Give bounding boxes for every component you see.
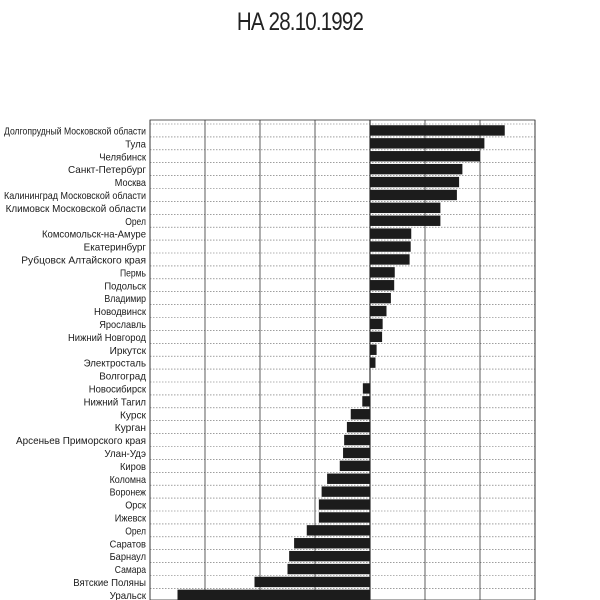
bar bbox=[370, 293, 391, 303]
category-label: Вятские Поляны bbox=[73, 576, 146, 589]
bars-group bbox=[178, 125, 505, 600]
category-label: Калининград Московской области bbox=[4, 189, 147, 202]
category-label: Барнаул bbox=[109, 551, 146, 564]
category-label: Коломна bbox=[109, 473, 147, 486]
category-label: Уральск bbox=[109, 589, 147, 600]
category-label: Москва bbox=[114, 177, 147, 190]
category-label: Пермь bbox=[120, 267, 147, 280]
bar bbox=[370, 306, 387, 316]
category-label: Нижний Тагил bbox=[83, 396, 146, 409]
category-label: Санкт-Петербург bbox=[68, 164, 147, 177]
chart-title: НА 28.10.1992 bbox=[236, 8, 364, 36]
category-label: Долгопрудный Московской области bbox=[4, 125, 147, 138]
bar bbox=[319, 512, 370, 522]
bar bbox=[363, 383, 370, 393]
category-label: Ярославль bbox=[99, 318, 147, 331]
bar bbox=[370, 345, 377, 355]
category-label: Комсомольск-на-Амуре bbox=[42, 228, 147, 241]
category-label: Новодвинск bbox=[94, 306, 147, 319]
bar bbox=[319, 499, 370, 509]
category-label: Орел bbox=[125, 525, 146, 538]
bar bbox=[351, 409, 370, 419]
category-label: Саратов bbox=[109, 538, 147, 551]
category-label: Челябинск bbox=[99, 151, 147, 164]
category-label: Тула bbox=[125, 138, 147, 151]
category-label: Иркутск bbox=[109, 344, 147, 357]
category-label: Владимир bbox=[104, 293, 147, 306]
category-label: Ижевск bbox=[114, 512, 147, 525]
bar bbox=[288, 564, 371, 574]
bar bbox=[370, 177, 459, 187]
bar bbox=[289, 551, 370, 561]
category-label: Нижний Новгород bbox=[68, 331, 146, 344]
bar bbox=[343, 448, 370, 458]
category-label: Орск bbox=[125, 499, 147, 512]
bar bbox=[322, 486, 370, 496]
category-label: Курган bbox=[114, 422, 147, 435]
bar bbox=[370, 125, 505, 135]
bar bbox=[370, 332, 382, 342]
bar bbox=[370, 151, 480, 161]
bar bbox=[370, 357, 376, 367]
bar bbox=[370, 164, 462, 174]
bar bbox=[255, 577, 371, 587]
category-label: Рубцовск Алтайского края bbox=[21, 254, 147, 267]
bar bbox=[370, 228, 411, 238]
category-label: Волгоград bbox=[99, 370, 146, 383]
category-label: Воронеж bbox=[109, 486, 146, 499]
bar bbox=[307, 525, 370, 535]
bar bbox=[370, 319, 383, 329]
bar bbox=[370, 216, 440, 226]
bar bbox=[370, 241, 411, 251]
bar bbox=[362, 396, 370, 406]
bar bbox=[370, 254, 410, 264]
category-label: Самара bbox=[114, 564, 147, 577]
category-label: Подольск bbox=[104, 280, 147, 293]
bar bbox=[370, 280, 394, 290]
bar bbox=[370, 190, 457, 200]
bar bbox=[344, 435, 370, 445]
bar bbox=[294, 538, 370, 548]
bar bbox=[370, 203, 440, 213]
category-labels bbox=[4, 125, 146, 600]
bar bbox=[340, 461, 370, 471]
category-label: Киров bbox=[120, 460, 147, 473]
category-label: Новосибирск bbox=[88, 383, 147, 396]
category-label: Екатеринбург bbox=[83, 241, 147, 254]
category-label: Арсеньев Приморского края bbox=[16, 435, 146, 448]
category-label: Электросталь bbox=[83, 357, 147, 370]
category-label: Улан-Удэ bbox=[104, 447, 146, 460]
bar bbox=[370, 267, 395, 277]
category-label: Климовск Московской области bbox=[5, 202, 147, 215]
bar bbox=[178, 590, 371, 600]
category-label: Орел bbox=[125, 215, 146, 228]
bar bbox=[327, 474, 370, 484]
bar bbox=[347, 422, 370, 432]
bar bbox=[370, 138, 484, 148]
category-label: Курск bbox=[120, 409, 147, 422]
